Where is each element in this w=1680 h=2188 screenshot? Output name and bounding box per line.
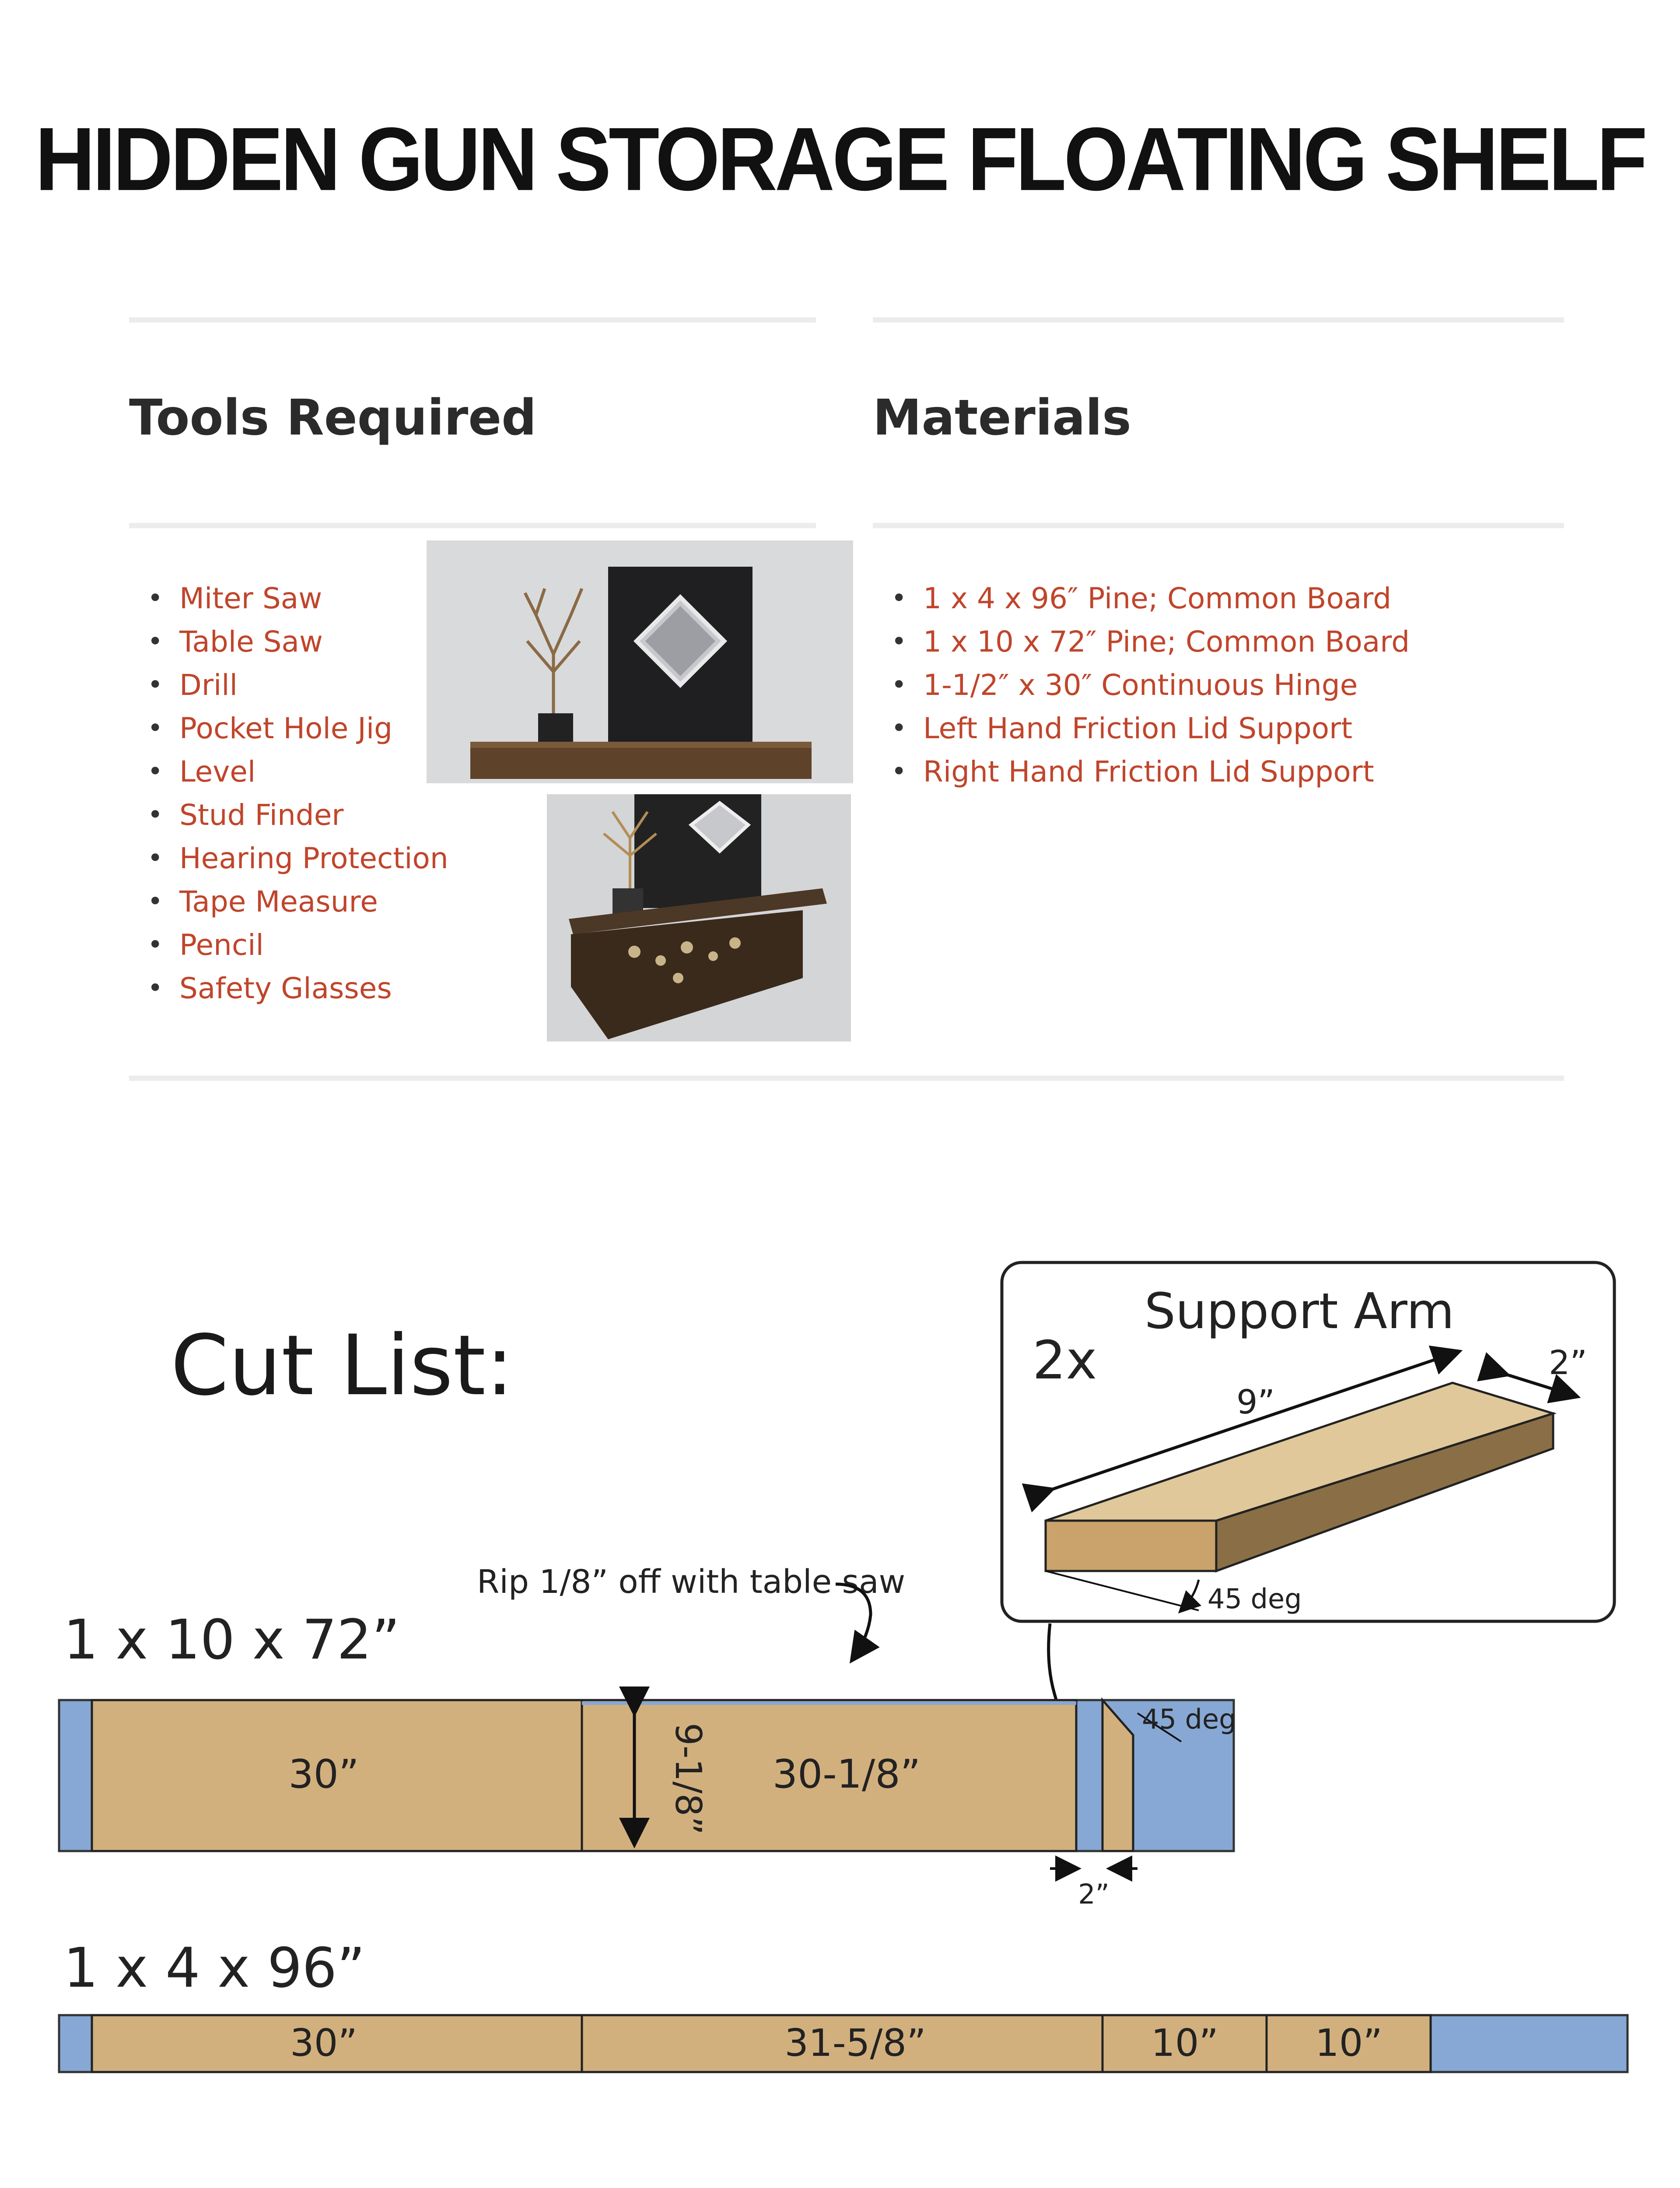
- material-item[interactable]: • 1 x 10 x 72″ Pine; Common Board: [873, 620, 1410, 663]
- divider: [129, 523, 816, 528]
- material-item[interactable]: • Left Hand Friction Lid Support: [873, 707, 1410, 750]
- tools-heading: Tools Required: [129, 389, 537, 446]
- tool-item[interactable]: • Tape Measure: [129, 880, 448, 923]
- board-1x4: [59, 2015, 1628, 2072]
- cut-angle: 45 deg: [1142, 1703, 1236, 1735]
- support-arm-angle: 45 deg: [1208, 1583, 1302, 1615]
- tools-list: [129, 577, 448, 1010]
- divider: [873, 523, 1564, 528]
- piece-label: 30”: [290, 2021, 357, 2065]
- rip-note: Rip 1/8” off with table saw: [477, 1563, 906, 1601]
- board-1x4-label: 1 x 4 x 96”: [63, 1936, 365, 2000]
- divider: [129, 1076, 1564, 1081]
- tool-item[interactable]: • Drill: [129, 663, 448, 707]
- board-1x10: [59, 1700, 1236, 1910]
- tool-item[interactable]: • Safety Glasses: [129, 967, 448, 1010]
- tool-item[interactable]: • Pocket Hole Jig: [129, 707, 448, 750]
- support-arm-width: 2”: [1549, 1343, 1587, 1382]
- support-arm-callout: [1002, 1262, 1614, 1621]
- support-arm-qty: 2x: [1032, 1330, 1097, 1391]
- shelf-open-photo: [547, 794, 851, 1041]
- gap-label: 2”: [1078, 1878, 1110, 1910]
- tool-item[interactable]: • Table Saw: [129, 620, 448, 663]
- tool-item[interactable]: • Level: [129, 750, 448, 793]
- piece-label: 30-1/8”: [772, 1751, 921, 1797]
- page-title: HIDDEN GUN STORAGE FLOATING SHELF: [35, 109, 1645, 210]
- tool-item[interactable]: • Miter Saw: [129, 577, 448, 620]
- material-item[interactable]: • 1-1/2″ x 30″ Continuous Hinge: [873, 663, 1410, 707]
- tool-item[interactable]: • Stud Finder: [129, 793, 448, 837]
- material-item[interactable]: • 1 x 4 x 96″ Pine; Common Board: [873, 577, 1410, 620]
- cut-list-diagram: [0, 1247, 1680, 2100]
- shelf-closed-photo: [427, 540, 853, 783]
- piece-label: 31-5/8”: [784, 2021, 926, 2065]
- support-arm-length: 9”: [1236, 1382, 1275, 1421]
- cut-list-label: Cut List:: [171, 1317, 514, 1414]
- piece-label: 10”: [1315, 2021, 1382, 2065]
- tool-item[interactable]: • Pencil: [129, 923, 448, 967]
- materials-heading: Materials: [873, 389, 1131, 446]
- board-height: 9-1/8”: [667, 1722, 709, 1835]
- piece-label: 30”: [288, 1751, 359, 1797]
- support-arm-title: Support Arm: [1144, 1283, 1455, 1340]
- materials-list: [873, 577, 1410, 793]
- piece-label: 10”: [1151, 2021, 1218, 2065]
- divider: [873, 317, 1564, 323]
- board-1x10-label: 1 x 10 x 72”: [63, 1608, 400, 1672]
- tool-item[interactable]: • Hearing Protection: [129, 837, 448, 880]
- material-item[interactable]: • Right Hand Friction Lid Support: [873, 750, 1410, 793]
- divider: [129, 317, 816, 323]
